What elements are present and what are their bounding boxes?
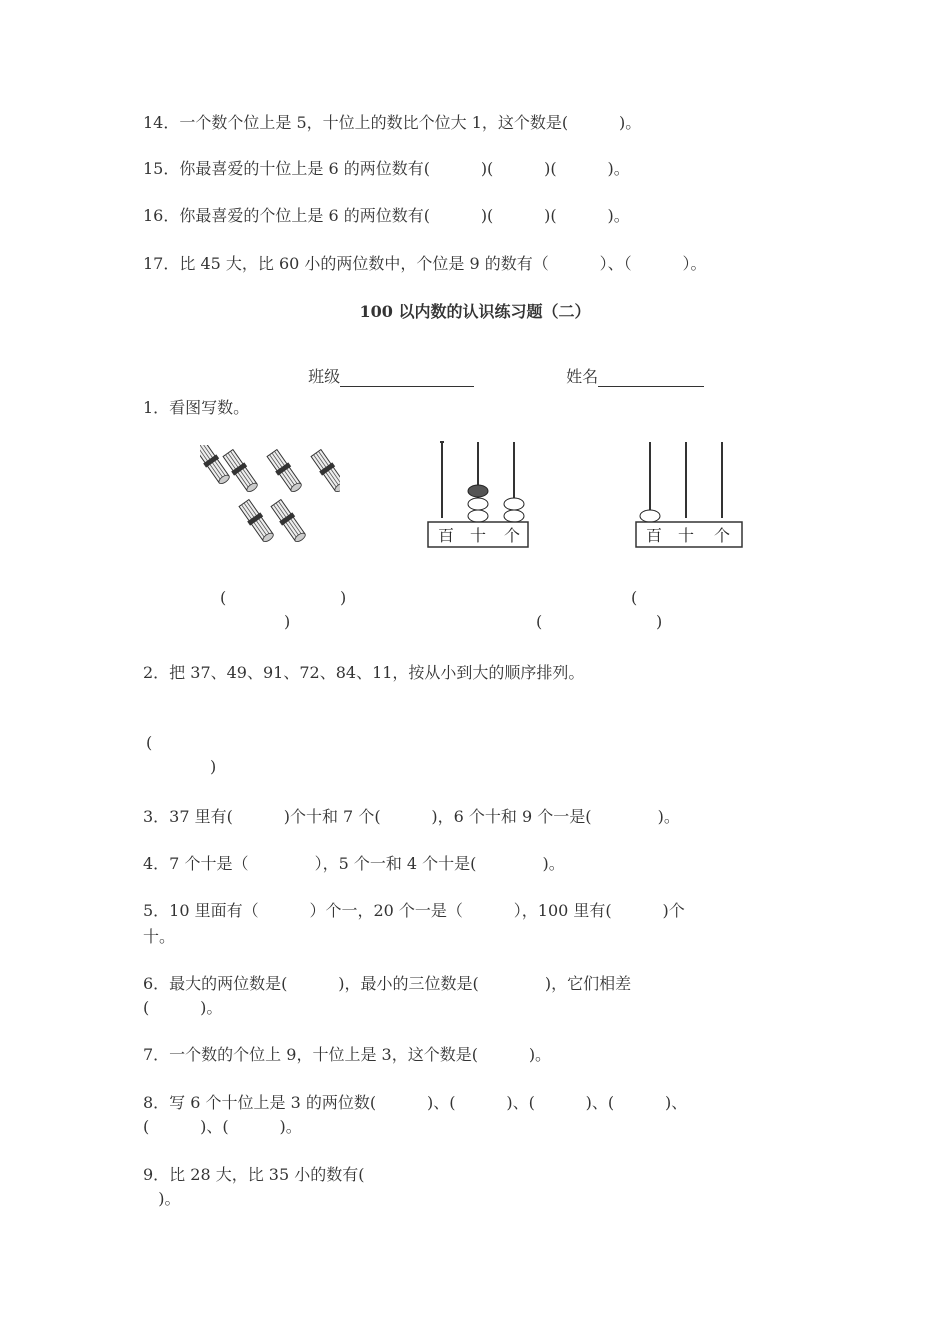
q1-answer-1-close: ) <box>340 588 347 607</box>
name-field <box>556 345 704 387</box>
abacus-2-image <box>628 440 748 552</box>
question-14: 14．一个数个位上是 5，十位上的数比个位大 1，这个数是( )。 <box>143 113 642 132</box>
q1-answer-2-close: ) <box>284 612 291 631</box>
worksheet-title: 100 以内数的认识练习题（二） <box>359 302 591 321</box>
question-6-cont: ( )。 <box>143 998 223 1017</box>
question-8: 8．写 6 个十位上是 3 的两位数( )、( )、( )、( )、 <box>143 1093 688 1112</box>
name-blank <box>598 368 704 387</box>
question-6: 6．最大的两位数是( )，最小的三位数是( )，它们相差 <box>143 974 632 993</box>
name-label: 姓名 <box>566 367 599 386</box>
question-4: 4．7 个十是（ ），5 个一和 4 个十是( )。 <box>143 854 565 873</box>
question-8-cont: ( )、( )。 <box>143 1117 302 1136</box>
abacus-2-ones-label: 个 <box>713 526 731 545</box>
abacus-2-tens-label: 十 <box>677 526 695 545</box>
q1-answer-2-open: ( <box>631 588 638 607</box>
question-16: 16．你最喜爱的个位上是 6 的两位数有( )( )( )。 <box>143 206 630 225</box>
abacus-1-image <box>420 440 540 552</box>
question-3: 3．37 里有( )个十和 7 个( )，6 个十和 9 个一是( )。 <box>143 807 680 826</box>
q2-answer-close: ) <box>210 757 217 776</box>
class-label: 班级 <box>308 367 341 386</box>
question-17: 17．比 45 大，比 60 小的两位数中，个位是 9 的数有（ ）、（ ）。 <box>143 254 707 273</box>
question-5: 5．10 里面有（ ）个一，20 个一是（ ），100 里有( )个 <box>143 901 685 920</box>
abacus-1-ones-label: 个 <box>503 526 521 545</box>
question-7: 7．一个数的个位上 9，十位上是 3，这个数是( )。 <box>143 1045 552 1064</box>
question-5-cont: 十。 <box>143 927 176 946</box>
q1-answer-3-close: ) <box>656 612 663 631</box>
question-2: 2．把 37、49、91、72、84、11，按从小到大的顺序排列。 <box>143 663 585 682</box>
q1-answer-1-open: ( <box>220 588 227 607</box>
stick-bundles-image <box>200 445 340 555</box>
question-1: 1．看图写数。 <box>143 398 250 417</box>
class-field <box>298 345 474 387</box>
q1-answer-3-open: ( <box>536 612 543 631</box>
question-9-cont: )。 <box>143 1189 181 1208</box>
question-9: 9．比 28 大，比 35 小的数有( <box>143 1165 365 1184</box>
class-blank <box>340 368 474 387</box>
question-15: 15．你最喜爱的十位上是 6 的两位数有( )( )( )。 <box>143 159 630 178</box>
q2-answer-open: ( <box>146 733 153 752</box>
abacus-1-hundreds-label: 百 <box>437 526 455 545</box>
abacus-1-tens-label: 十 <box>469 526 487 545</box>
abacus-2-hundreds-label: 百 <box>645 526 663 545</box>
